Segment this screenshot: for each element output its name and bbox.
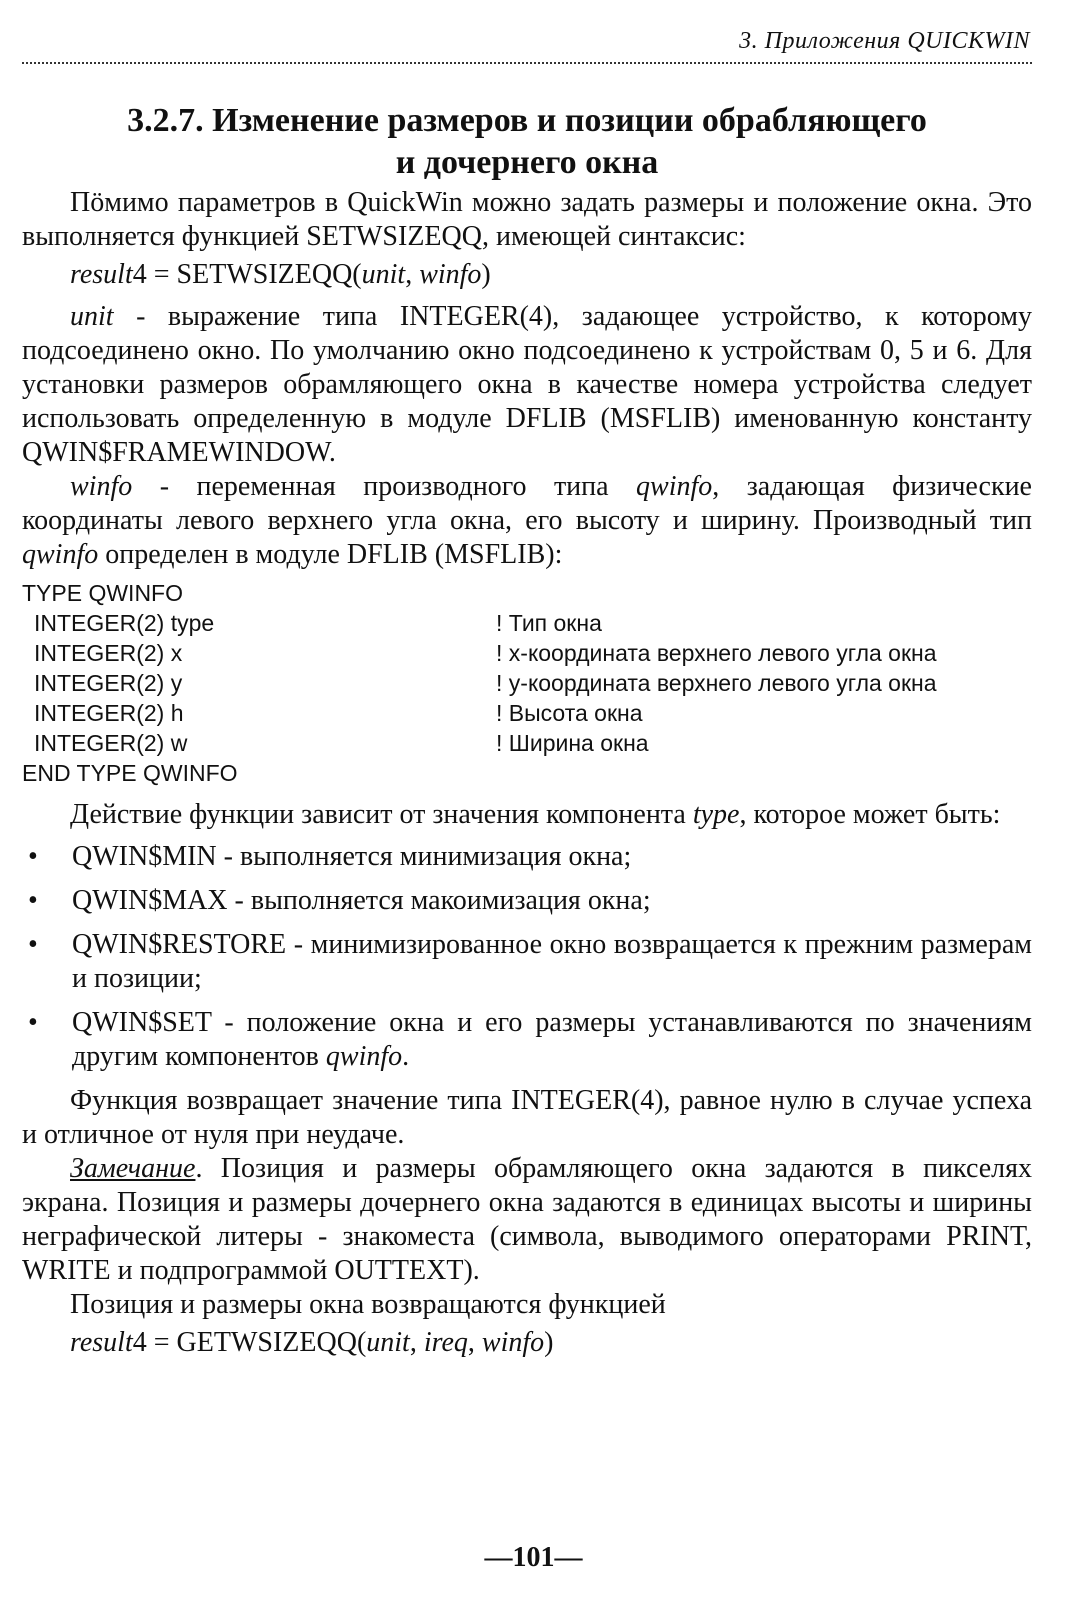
code-comment: ! Тип окна [496,610,602,636]
body-text [22,186,1032,1368]
term-winfo: winfo [70,471,133,502]
action-text-a: Действие функции зависит от значения компонента [70,799,693,830]
unit-description: - выражение типа INTEGER(4), задающее устройство, к которому подсоединено окно. По умолчанию окно подсоединено к устройствам 0, 5 и 6. Для установки размеров обрамляющего окна в качестве номера устройства следует использовать определенную в модуле DFLIB (MSFLIB) именованную константу QWIN$FRAMEWINDOW. [22,301,1032,468]
term-unit: unit [70,301,114,332]
code-type-start: TYPE QWINFO [22,580,183,606]
term-qwinfo-3: qwinfo [325,1041,403,1072]
formula-function: 4 = SETWSIZEQQ( [132,259,362,290]
formula-function: 4 = GETWSIZEQQ( [132,1327,367,1358]
formula-arg-winfo: winfo [419,259,482,290]
action-text-b: , которое может быть: [739,799,1001,830]
formula-getwsizeqq [22,1326,1032,1360]
section-title [22,100,1032,184]
type-values-list [22,840,1032,1074]
formula-close: ) [481,259,491,290]
formula-result-var: result [70,1327,133,1358]
term-qwinfo: qwinfo [636,471,713,502]
note-text: . Позиция и размеры обрамляющего окна задаются в пикселях экрана. Позиция и размеры дочернего окна задаются в единицах высоты и ширины неграфической литеры - знакоместа (символа, выводимого операторами PRINT, WRITE и подпрограммой OUTTEXT). [22,1153,1032,1286]
formula-close: ) [544,1327,554,1358]
code-decl: INTEGER(2) h [34,700,184,726]
formula-setwsizeqq [22,258,1032,292]
code-comment: ! Ширина окна [496,730,649,756]
code-block [22,578,1032,788]
code-decl: INTEGER(2) y [34,670,183,696]
code-comment: ! Высота окна [496,700,643,726]
set-text-a: QWIN$SET - положение окна и его размеры устанавливаются по значениям другим компонентов [72,1007,1032,1072]
set-text-b: . [402,1041,410,1072]
list-item-min: • QWIN$MIN - выполняется минимизация окна; [22,840,1032,874]
paragraph-get: Позиция и размеры окна возвращаются функцией [70,1289,666,1320]
term-qwinfo-2: qwinfo [22,539,99,570]
code-row [22,668,1032,698]
code-row [22,698,1032,728]
formula-arg-winfo: winfo [481,1327,545,1358]
formula-arg-unit: unit [361,259,406,290]
note-label: Замечание [70,1153,196,1184]
formula-separator: , [467,1327,482,1358]
winfo-text-c: определен в модуле DFLIB (MSFLIB): [98,539,563,570]
code-comment: ! y-координата верхнего левого угла окна [496,670,937,696]
paragraph-action [22,798,1032,832]
formula-separator: , [409,1327,424,1358]
code-type-end: END TYPE QWINFO [22,760,238,786]
paragraph-note [22,1152,1032,1288]
paragraph-intro: Пӧмимо параметров в QuickWin можно задать размеры и положение окна. Это выполняется функцией SETWSIZEQQ, имеющей синтаксис: [22,187,1032,252]
list-item-set [22,1006,1032,1074]
winfo-text-b: , задающая физические координаты левого верхнего угла окна, его высоту и ширину. Производный тип [22,471,1032,536]
code-row [22,728,1032,758]
paragraph-unit [22,300,1032,470]
code-row [22,608,1032,638]
term-type: type [692,799,740,830]
winfo-text-a: - переменная производного типа [132,471,637,502]
running-header [22,28,1032,64]
running-header-text: 3. Приложения QUICKWIN [739,28,1030,54]
code-comment: ! x-координата верхнего левого угла окна [496,640,937,666]
code-decl: INTEGER(2) w [34,730,188,756]
formula-arg-ireq: ireq [423,1327,468,1358]
formula-result-var: result [70,259,133,290]
section-title-line-2: и дочернего окна [395,144,659,181]
code-decl: INTEGER(2) x [34,640,183,666]
page-number: —101— [484,1542,583,1573]
list-item-max: • QWIN$MAX - выполняется макоимизация окна; [22,884,1032,918]
section-title-line-1: 3.2.7. Изменение размеров и позиции обрабляющего [127,102,927,139]
paragraph-return: Функция возвращает значение типа INTEGER(4), равное нулю в случае успеха и отличное от нуля при неудаче. [22,1085,1032,1150]
code-decl: INTEGER(2) type [34,610,215,636]
paragraph-winfo [22,470,1032,572]
list-item-restore: • QWIN$RESTORE - минимизированное окно возвращается к прежним размерам и позиции; [22,928,1032,996]
formula-arg-unit: unit [366,1327,410,1358]
formula-separator: , [405,259,420,290]
code-row [22,638,1032,668]
